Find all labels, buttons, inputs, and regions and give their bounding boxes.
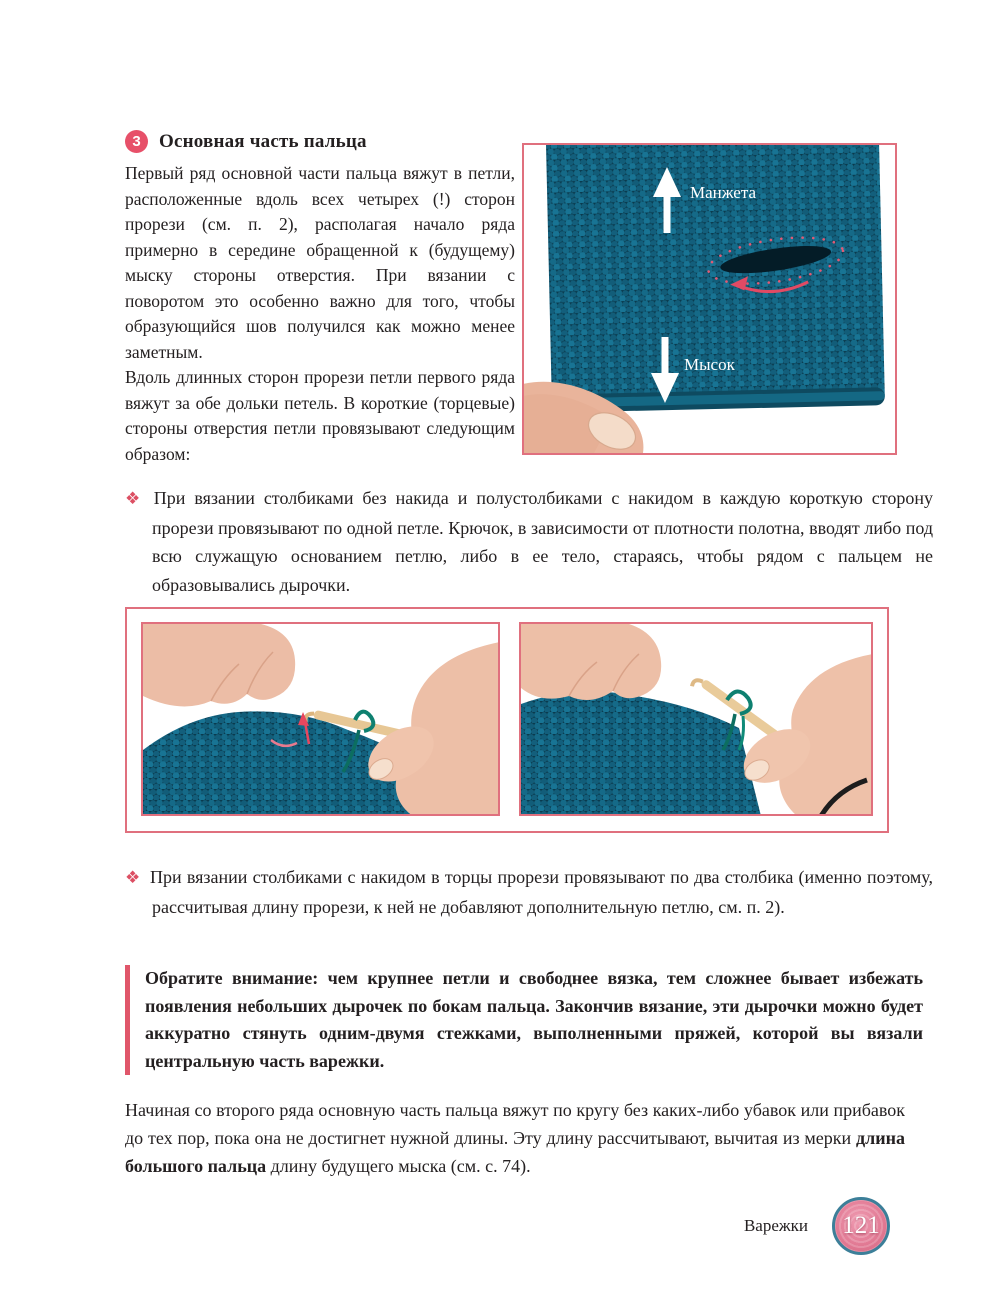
crochet-step-1-illustration: [143, 624, 500, 816]
slit-overview-illustration: [524, 145, 895, 453]
diamond-bullet-icon: ❖: [125, 868, 141, 887]
left-hand: [143, 624, 295, 706]
page-footer: [744, 1197, 890, 1255]
intro-paragraph-1: Первый ряд основной части пальца вяжут в петли, расположенные вдоль всех четырех (!) сторон прорези (см. п. 2), располагая начало ряда примерно в середине обращенной к (будущему) мыску стороны отверстия. При вязании с поворотом это особенно важно для того, чтобы образующийся шов получился как можно менее заметным.: [125, 163, 515, 362]
note-lead: Обратите внимание:: [145, 968, 319, 988]
figure-crochet-steps: [125, 607, 889, 833]
label-toe: Мысок: [684, 355, 735, 374]
figure-step-photo-left: [141, 622, 500, 816]
closing-text-start: Начиная со второго ряда основную часть пальца вяжут по кругу без каких-либо убавок или прибавок до тех пор, пока она не достигнет нужной длины. Эту длину рассчитывают, вычитая из мерки: [125, 1100, 905, 1148]
bullet-item-2: [125, 863, 933, 921]
figure-step-photo-right: [519, 622, 873, 816]
label-cuff: Манжета: [690, 183, 757, 202]
figure-slit-overview: [522, 143, 897, 455]
section-number-badge: 3: [125, 130, 148, 153]
diamond-bullet-icon: ❖: [125, 489, 145, 508]
bullet-item-1: [125, 484, 933, 599]
closing-paragraph: [125, 1096, 905, 1180]
left-hand: [521, 624, 661, 700]
crochet-step-2-illustration: [521, 624, 873, 816]
left-column: [125, 130, 515, 467]
chapter-title: Варежки: [743, 1216, 808, 1235]
attention-note: [125, 965, 923, 1075]
section-header: [125, 130, 515, 153]
intro-paragraph-2: Вдоль длинных сторон прорези петли первого ряда вяжут за обе дольки петель. В короткие (торцевые) стороны отверстия петли провязывают следующим образом:: [125, 367, 515, 464]
bullet-2-text: При вязании столбиками с накидом в торцы прорези провязывают по два столбика (именно поэтому, рассчитывая длину прорези, к ней не добавляют дополнительную петлю, см. п. 2).: [149, 867, 933, 917]
section-title: Основная часть пальца: [159, 130, 367, 152]
page-number-badge: 121: [832, 1197, 890, 1255]
measurement-name: длина большого пальца: [125, 1128, 905, 1176]
note-text: чем крупнее петли и свободнее вязка, тем сложнее бывает избежать появления небольших дырочек по бокам пальца. Закончив вязание, эти дырочки можно будет аккуратно стянуть одним-двумя стежками, выполненными пряжей, которой вы вязали центральную часть варежки.: [145, 968, 923, 1071]
closing-text-end: длину будущего мыска (см. с. 74).: [266, 1156, 531, 1176]
bullet-1-text: При вязании столбиками без накида и полустолбиками с накидом в каждую короткую сторону прорези провязывают по одной петле. Крючок, в зависимости от плотности полотна, вводят либо под всю служащую основанием петлю, либо в ее тело, стараясь, чтобы рядом с пальцем не образовывались дырочки.: [152, 488, 933, 595]
